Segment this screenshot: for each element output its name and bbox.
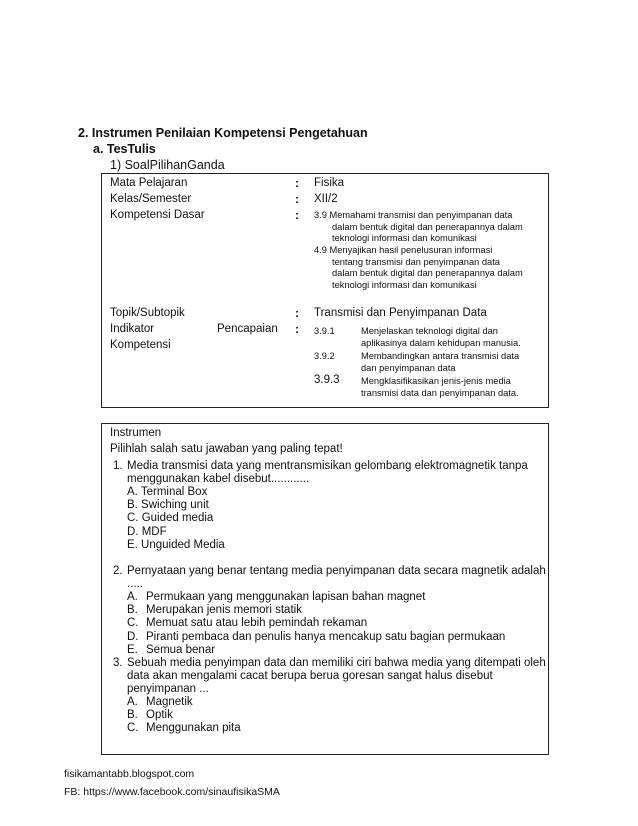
option-letter: D. bbox=[127, 630, 139, 643]
indicator-number: 3.9.3 bbox=[314, 374, 340, 386]
question-text bbox=[127, 565, 547, 591]
option-list bbox=[127, 486, 225, 552]
mapel-value: Fisika bbox=[314, 177, 345, 189]
question-line: menggunakan kabel disebut............ bbox=[127, 473, 310, 486]
kd-line: 4.9 Menyajikan hasil penelusuran informasi bbox=[314, 245, 493, 255]
option bbox=[127, 631, 505, 644]
colon: : bbox=[295, 208, 299, 222]
question-line: penyimpanan ... bbox=[127, 683, 209, 696]
option-list bbox=[127, 696, 241, 736]
indicator-line: Membandingkan antara transmisi data bbox=[361, 351, 520, 361]
section-heading: 2. Instrumen Penilaian Kompetensi Pengetahuan bbox=[78, 126, 368, 140]
question-number: 1. bbox=[113, 460, 123, 472]
kd-label: Kompetensi Dasar bbox=[110, 209, 205, 221]
option-text: Permukaan yang menggunakan lapisan bahan magnet bbox=[146, 591, 426, 603]
instrumen-title: Instrumen bbox=[110, 427, 162, 439]
kd-line: dalam bentuk digital dan penerapannya dalam bbox=[332, 268, 523, 278]
option-letter: B. bbox=[127, 604, 138, 617]
kd-item bbox=[314, 245, 544, 291]
option bbox=[127, 604, 505, 617]
option bbox=[127, 591, 505, 604]
question-text bbox=[127, 657, 547, 697]
footer-blog: fisikamantabb.blogspot.com bbox=[64, 768, 195, 780]
kompetensi-label: Kompetensi bbox=[110, 339, 171, 351]
option bbox=[127, 696, 241, 709]
indicator-text bbox=[361, 351, 546, 374]
option-text: Semua benar bbox=[146, 643, 216, 656]
indikator-label: Indikator bbox=[110, 323, 155, 335]
question-line: ..... bbox=[127, 578, 143, 591]
indicator-number: 3.9.1 bbox=[314, 326, 335, 336]
option: A. Terminal Box bbox=[127, 486, 208, 498]
indicator-text bbox=[361, 376, 546, 399]
topik-label: Topik/Subtopik bbox=[110, 307, 185, 319]
option: C. Guided media bbox=[127, 512, 214, 525]
subsection-heading: a. TesTulis bbox=[93, 142, 156, 156]
indicator-line: Menjelaskan teknologi digital dan bbox=[361, 326, 498, 336]
question-number: 2. bbox=[113, 565, 123, 577]
colon: : bbox=[295, 192, 299, 206]
mapel-label: Mata Pelajaran bbox=[110, 177, 188, 189]
option-letter: C. bbox=[127, 722, 139, 735]
kd-item bbox=[314, 210, 544, 245]
indicator-line: aplikasinya dalam kehidupan manusia. bbox=[361, 337, 521, 348]
option bbox=[127, 709, 241, 722]
question-line: Media transmisi data yang mentransmisikan gelombang elektromagnetik tanpa bbox=[127, 460, 528, 472]
indicator-line: dan penyimpanan data bbox=[361, 362, 456, 373]
question-line: Pernyataan yang benar tentang media penyimpanan data secara magnetik adalah bbox=[127, 565, 546, 577]
colon: : bbox=[295, 176, 299, 190]
option: D. MDF bbox=[127, 525, 167, 538]
option bbox=[127, 617, 505, 630]
kelas-label: Kelas/Semester bbox=[110, 193, 192, 205]
option-letter: A. bbox=[127, 696, 138, 708]
kd-line: dalam bentuk digital dan penerapannya dalam bbox=[332, 221, 523, 232]
option-text: Merupakan jenis memori statik bbox=[146, 604, 302, 617]
option bbox=[127, 722, 241, 735]
colon: : bbox=[295, 306, 299, 320]
indicator-line: transmisi data dan penyimpanan data. bbox=[361, 387, 519, 398]
topik-value: Transmisi dan Penyimpanan Data bbox=[314, 307, 487, 319]
kd-line: teknologi informasi dan komunikasi bbox=[332, 279, 477, 290]
option-text: Menggunakan pita bbox=[146, 722, 241, 735]
option-text: Memuat satu atau lebih pemindah rekaman bbox=[146, 617, 368, 630]
footer-fb: FB: https://www.facebook.com/sinaufisikaSMA bbox=[64, 786, 280, 798]
indicator-number: 3.9.2 bbox=[314, 351, 335, 361]
option bbox=[127, 644, 505, 657]
question-text bbox=[127, 460, 543, 486]
option-letter: B. bbox=[127, 709, 138, 722]
indicator-text bbox=[361, 326, 546, 349]
option-letter: A. bbox=[127, 591, 138, 603]
kd-line: teknologi informasi dan komunikasi bbox=[332, 233, 477, 243]
option-text: Piranti pembaca dan penulis hanya mencakup satu bagian permukaan bbox=[146, 630, 506, 643]
option-list bbox=[127, 591, 505, 657]
option: E. Unguided Media bbox=[127, 538, 225, 551]
colon: : bbox=[295, 322, 299, 336]
subsubsection-heading: 1) SoalPilihanGanda bbox=[110, 158, 225, 172]
question-line: Sebuah media penyimpan data dan memiliki ciri bahwa media yang ditempati oleh bbox=[127, 657, 546, 669]
pencapaian-label: Pencapaian bbox=[217, 323, 278, 335]
option: B. Swiching unit bbox=[127, 499, 209, 512]
option-letter: C. bbox=[127, 617, 139, 630]
kd-line: 3.9 Memahami transmisi dan penyimpanan data bbox=[314, 210, 513, 220]
question-number: 3. bbox=[113, 657, 123, 669]
kelas-value: XII/2 bbox=[314, 193, 338, 205]
option-letter: E. bbox=[127, 643, 138, 656]
option-text: Magnetik bbox=[146, 696, 193, 708]
instrumen-instruction: Pilihlah salah satu jawaban yang paling tepat! bbox=[110, 443, 343, 455]
question-line: data akan mengalami cacat berupa berua goresan sangat halus disebut bbox=[127, 670, 493, 683]
indicator-line: Mengklasifikasikan jenis-jenis media bbox=[361, 376, 511, 386]
option-text: Optik bbox=[146, 709, 173, 722]
kd-line: tentang transmisi dan penyimpanan data bbox=[332, 256, 500, 267]
